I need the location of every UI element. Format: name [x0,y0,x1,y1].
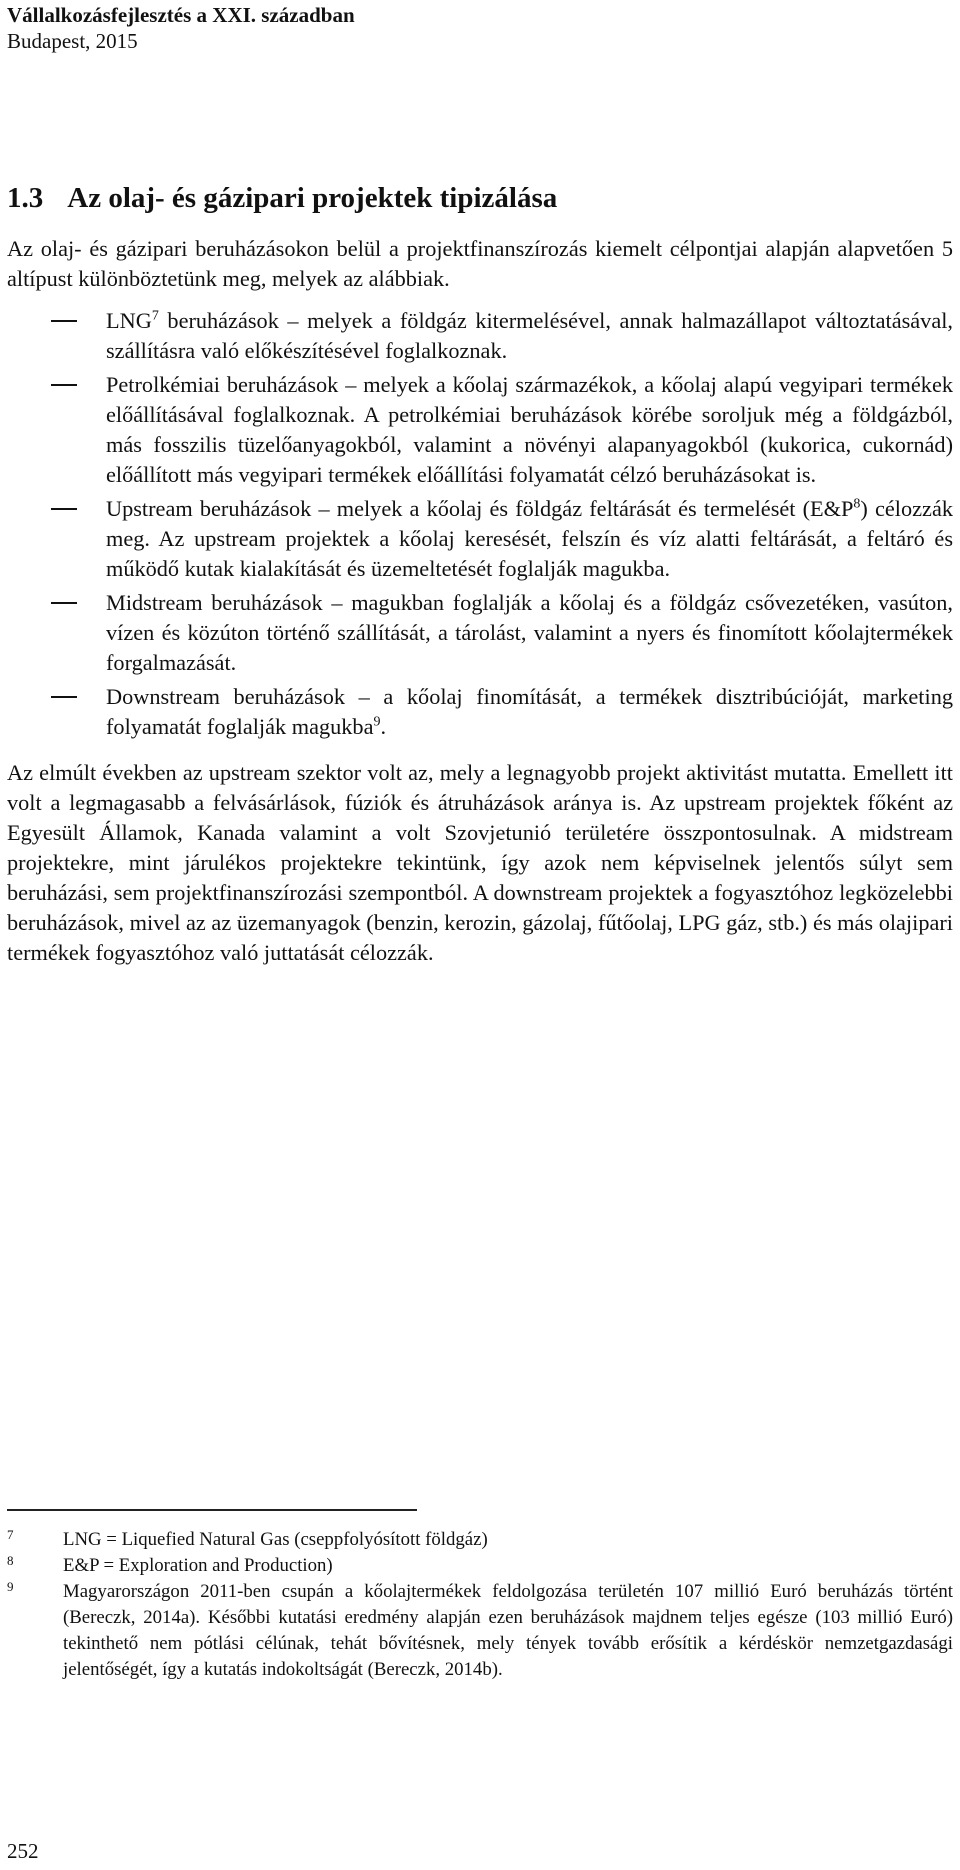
bullet-text: beruházások – melyek a földgáz kitermelésével, annak halmazállapot változtatásával, szállításra való előkészítésével foglalkoznak. [106,308,953,363]
bullet-text-cont: . [380,714,387,739]
dash-icon [51,384,77,386]
footnote-number: 8 [7,1553,14,1568]
footnote-ref-7[interactable]: 7 [151,308,159,324]
footnote-7 [7,1527,953,1553]
bullet-item-upstream [7,494,953,584]
bullet-text: Downstream beruházások – a kőolaj finomítását, a termékek disztribúcióját, marketing folyamatát foglalják magukba [106,684,953,739]
bullet-list [7,306,953,742]
bullet-text: Midstream beruházások – magukban foglalják a kőolaj és a földgáz csővezetéken, vasúton, vízen és közúton történő szállítását, a tárolást, valamint a nyers és finomított kőolajtermékek forgalmazását. [106,590,953,675]
main-content [7,234,953,968]
intro-paragraph: Az olaj- és gázipari beruházásokon belül a projektfinanszírozás kiemelt célpontjai alapján alapvetően 5 altípust különböztetünk meg, melyek az alábbiak. [7,236,953,291]
bullet-item-downstream [7,682,953,742]
header-subtitle: Budapest, 2015 [7,29,138,53]
bullet-item-lng [7,306,953,366]
footnote-number: 9 [7,1579,14,1594]
footnote-text: E&P = Exploration and Production) [63,1555,333,1576]
page-number: 252 [7,1839,39,1863]
dash-icon [51,602,77,604]
section-heading [7,178,947,218]
bullet-lead: LNG [106,308,152,333]
bullet-text-cont: ) célozzák meg. Az upstream projektek a kőolaj keresését, felszín és víz alatti feltárását, a feltáró és működő kutak kialakítását és üzemeltetését foglalják magukba. [106,496,953,581]
section-number: 1.3 [7,182,44,214]
footnote-8 [7,1553,953,1579]
dash-icon [51,508,77,510]
footnote-text: LNG = Liquefied Natural Gas (cseppfolyósított földgáz) [63,1529,488,1550]
footnote-9 [7,1579,953,1683]
footnote-divider [7,1509,417,1511]
header-title: Vállalkozásfejlesztés a XXI. században [7,3,355,27]
dash-icon [51,320,77,322]
bullet-text: Petrolkémiai beruházások – melyek a kőolaj származékok, a kőolaj alapú vegyipari termékek előállításával foglalkoznak. A petrolkémiai beruházások körébe soroljuk még a földgázból, más fosszilis tüzelőanyagokból, valamint a növényi alapanyagokból (kukorica, cukornád) előállított más vegyipari termékek előállítási folyamatát célzó beruházásokat is. [106,372,953,487]
footnote-text: Magyarországon 2011-ben csupán a kőolajtermékek feldolgozása területén 107 millió Euró beruházás történt (Bereczk, 2014a). Későbbi kutatási eredmény alapján ezen beruházások majdnem teljes egésze (103 millió Euró) tekinthető nem pótlási célúnak, tehát bővítésnek, mely tények tovább erősítik a kérdéskör nemzetgazdasági jelentőségét, így a kutatás indokoltságát (Bereczk, 2014b). [63,1581,953,1680]
bullet-item-midstream [7,588,953,678]
section-title: Az olaj- és gázipari projektek tipizálása [67,182,558,214]
footnote-ref-8[interactable]: 8 [853,496,861,512]
dash-icon [51,696,77,698]
page-header [7,2,947,54]
footnote-number: 7 [7,1527,14,1542]
footnotes [7,1527,953,1683]
body-paragraph: Az elmúlt években az upstream szektor volt az, mely a legnagyobb projekt aktivitást mutatta. Emellett itt volt a legmagasabb a felvásárlások, fúziók és átruházások aránya is. Az upstream projektek főként az Egyesült Államok, Kanada valamint a volt Szovjetunió területére összpontosulnak. A midstream projektekre, mint járulékos projektekre tekintünk, így azok nem képviselnek jelentős súlyt sem beruházási, sem projektfinanszírozási szempontból. A downstream projektek a fogyasztóhoz legközelebbi beruházások, mivel az az üzemanyagok (benzin, kerozin, gázolaj, fűtőolaj, LPG gáz, stb.) és más olajipari termékek fogyasztóhoz való juttatását célozzák. [7,760,953,965]
footnote-ref-9[interactable]: 9 [373,714,381,730]
bullet-text: Upstream beruházások – melyek a kőolaj és földgáz feltárását és termelését (E&P [106,496,854,521]
bullet-item-petrolkemiai [7,370,953,490]
